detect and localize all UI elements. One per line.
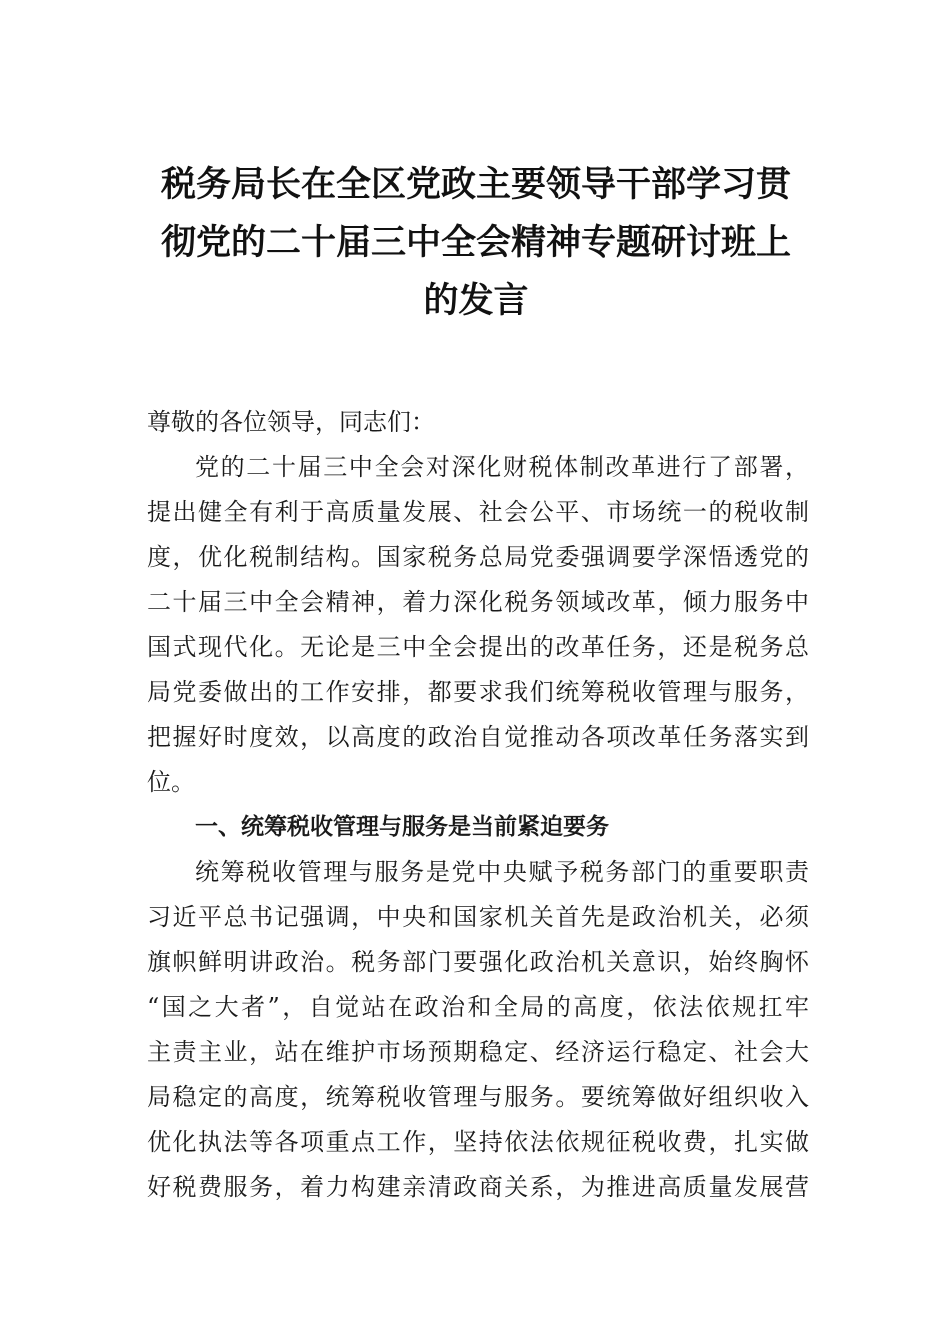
paragraph-line: 国式现代化。无论是三中全会提出的改革任务，还是税务总 xyxy=(147,633,809,661)
intro-paragraph xyxy=(147,445,809,805)
paragraph-line: 统筹税收管理与服务是党中央赋予税务部门的重要职责 xyxy=(195,858,809,886)
title-line: 的发言 xyxy=(423,280,529,321)
paragraph-line: 度，优化税制结构。国家税务总局党委强调要学深悟透党的 xyxy=(147,543,809,571)
paragraph-line: 主责主业，站在维护市场预期稳定、经济运行稳定、社会大 xyxy=(147,1038,809,1066)
salutation: 尊敬的各位领导，同志们： xyxy=(147,408,435,436)
paragraph-line: 局稳定的高度，统筹税收管理与服务。要统筹做好组织收入 xyxy=(147,1083,809,1111)
paragraph-line: 旗帜鲜明讲政治。税务部门要强化政治机关意识，始终胸怀 xyxy=(147,948,809,976)
paragraph-line: 提出健全有利于高质量发展、社会公平、市场统一的税收制 xyxy=(147,498,809,526)
paragraph-line: 位。 xyxy=(147,768,195,796)
paragraph-line: 二十届三中全会精神，着力深化税务领域改革，倾力服务中 xyxy=(147,588,809,616)
document-body xyxy=(147,400,809,1210)
paragraph-line: 把握好时度效，以高度的政治自觉推动各项改革任务落实到 xyxy=(147,723,809,751)
section1-paragraph xyxy=(147,850,809,1210)
section-heading: 一、统筹税收管理与服务是当前紧迫要务 xyxy=(195,814,609,840)
paragraph-line: “国之大者”，自觉站在政治和全局的高度，依法依规扛牢 xyxy=(147,993,809,1021)
paragraph-line: 党的二十届三中全会对深化财税体制改革进行了部署， xyxy=(195,453,809,481)
paragraph-line: 局党委做出的工作安排，都要求我们统筹税收管理与服务， xyxy=(147,678,809,706)
paragraph-line: 优化执法等各项重点工作，坚持依法依规征税收费，扎实做 xyxy=(147,1128,809,1156)
paragraph-line: 习近平总书记强调，中央和国家机关首先是政治机关，必须 xyxy=(147,903,809,931)
paragraph-line: 好税费服务，着力构建亲清政商关系，为推进高质量发展营 xyxy=(147,1173,809,1201)
document-title xyxy=(145,156,807,330)
title-line: 税务局长在全区党政主要领导干部学习贯 xyxy=(160,164,791,205)
title-line: 彻党的二十届三中全会精神专题研讨班上 xyxy=(160,222,791,263)
